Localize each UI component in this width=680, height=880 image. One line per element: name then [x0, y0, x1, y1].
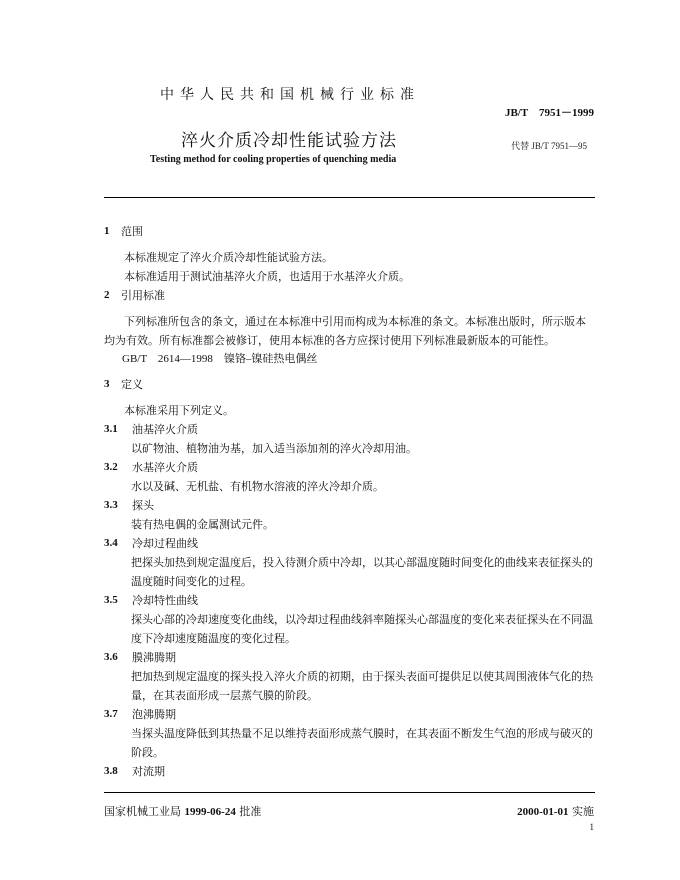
- definition-number: 3.6: [104, 651, 118, 663]
- definition-heading: [104, 762, 595, 781]
- definition-heading: [104, 648, 595, 667]
- definition-term: 膜沸腾期: [132, 651, 176, 664]
- definition-term: 探头: [132, 499, 154, 512]
- section-heading: [104, 286, 595, 306]
- approval-date: 1999-06-24: [184, 806, 236, 818]
- section-number: 3: [104, 378, 110, 390]
- definition-heading: [104, 705, 595, 724]
- referenced-standard: GB/T 2614—1998 镍铬–镍硅热电偶丝: [122, 353, 318, 365]
- implementation-label: 实施: [572, 805, 594, 818]
- paragraph: 本标准适用于测试油基淬火介质，也适用于水基淬火介质。: [124, 270, 410, 283]
- issuing-authority: 国家机械工业局: [104, 805, 181, 818]
- definition-number: 3.2: [104, 461, 118, 473]
- standard-code: JB/T 7951－1999: [504, 107, 594, 119]
- section-heading: [104, 375, 595, 395]
- header-divider: [104, 197, 595, 198]
- document-title-cn: 淬火介质冷却性能试验方法: [181, 131, 397, 151]
- paragraph: 下列标准所包含的条文，通过在本标准中引用而构成为本标准的条文。本标准出版时，所示版本均为有效。所有标准都会被修订，使用本标准的各方应探讨使用下列标准最新版本的可能性。: [104, 315, 586, 347]
- document-title-en: Testing method for cooling properties of quenching media: [150, 154, 397, 165]
- implementation-info: [517, 803, 594, 819]
- definition-heading: [104, 420, 595, 439]
- approval-label: 批准: [239, 805, 262, 818]
- definition-heading: [104, 496, 595, 515]
- section-title: 引用标准: [121, 289, 165, 302]
- definition-term: 冷却过程曲线: [132, 537, 198, 550]
- definition-text: 把加热到规定温度的探头投入淬火介质的初期，由于探头表面可提供足以使其周围液体气化的热量，在其表面形成一层蒸气膜的阶段。: [131, 670, 593, 702]
- definition-term: 油基淬火介质: [132, 423, 198, 436]
- paragraph: 本标准规定了淬火介质冷却性能试验方法。: [124, 251, 333, 264]
- definition-heading: [104, 591, 595, 610]
- definition-text: 当探头温度降低到其热量不足以维持表面形成蒸气膜时，在其表面不断发生气泡的形成与破灭的阶段。: [131, 727, 593, 759]
- definition-number: 3.4: [104, 537, 118, 549]
- document-body: [104, 222, 595, 781]
- definition-text: 探头心部的冷却速度变化曲线，以冷却过程曲线斜率随探头心部温度的变化来表征探头在不同温度下冷却速度随温度的变化过程。: [131, 613, 593, 645]
- definition-term: 水基淬火介质: [132, 461, 198, 474]
- section-title: 范围: [121, 225, 143, 238]
- definition-term: 对流期: [132, 765, 165, 778]
- section-number: 2: [104, 289, 110, 301]
- definition-number: 3.3: [104, 499, 118, 511]
- section-title: 定义: [121, 378, 143, 391]
- page-number: 1: [589, 822, 594, 832]
- footer-divider: [104, 792, 595, 793]
- definition-heading: [104, 458, 595, 477]
- replaces-standard: 代替 JB/T 7951—95: [511, 141, 587, 151]
- definition-term: 泡沸腾期: [132, 708, 176, 721]
- implementation-date: 2000-01-01: [517, 806, 569, 818]
- section-number: 1: [104, 225, 110, 237]
- definition-text: 水以及碱、无机盐、有机物水溶液的淬火冷却介质。: [131, 480, 384, 493]
- definition-heading: [104, 534, 595, 553]
- definition-text: 装有热电偶的金属测试元件。: [131, 518, 274, 531]
- approval-info: [104, 803, 261, 819]
- definition-term: 冷却特性曲线: [132, 594, 198, 607]
- standard-category: 中华人民共和国机械行业标准: [160, 87, 420, 103]
- definition-number: 3.5: [104, 594, 118, 606]
- paragraph: 本标准采用下列定义。: [124, 404, 234, 417]
- definition-number: 3.7: [104, 708, 118, 720]
- definition-text: 把探头加热到规定温度后，投入待测介质中冷却，以其心部温度随时间变化的曲线来表征探头的温度随时间变化的过程。: [131, 556, 593, 588]
- definition-number: 3.1: [104, 423, 118, 435]
- section-heading: [104, 222, 595, 242]
- definition-text: 以矿物油、植物油为基，加入适当添加剂的淬火冷却用油。: [131, 442, 417, 455]
- definition-number: 3.8: [104, 765, 118, 777]
